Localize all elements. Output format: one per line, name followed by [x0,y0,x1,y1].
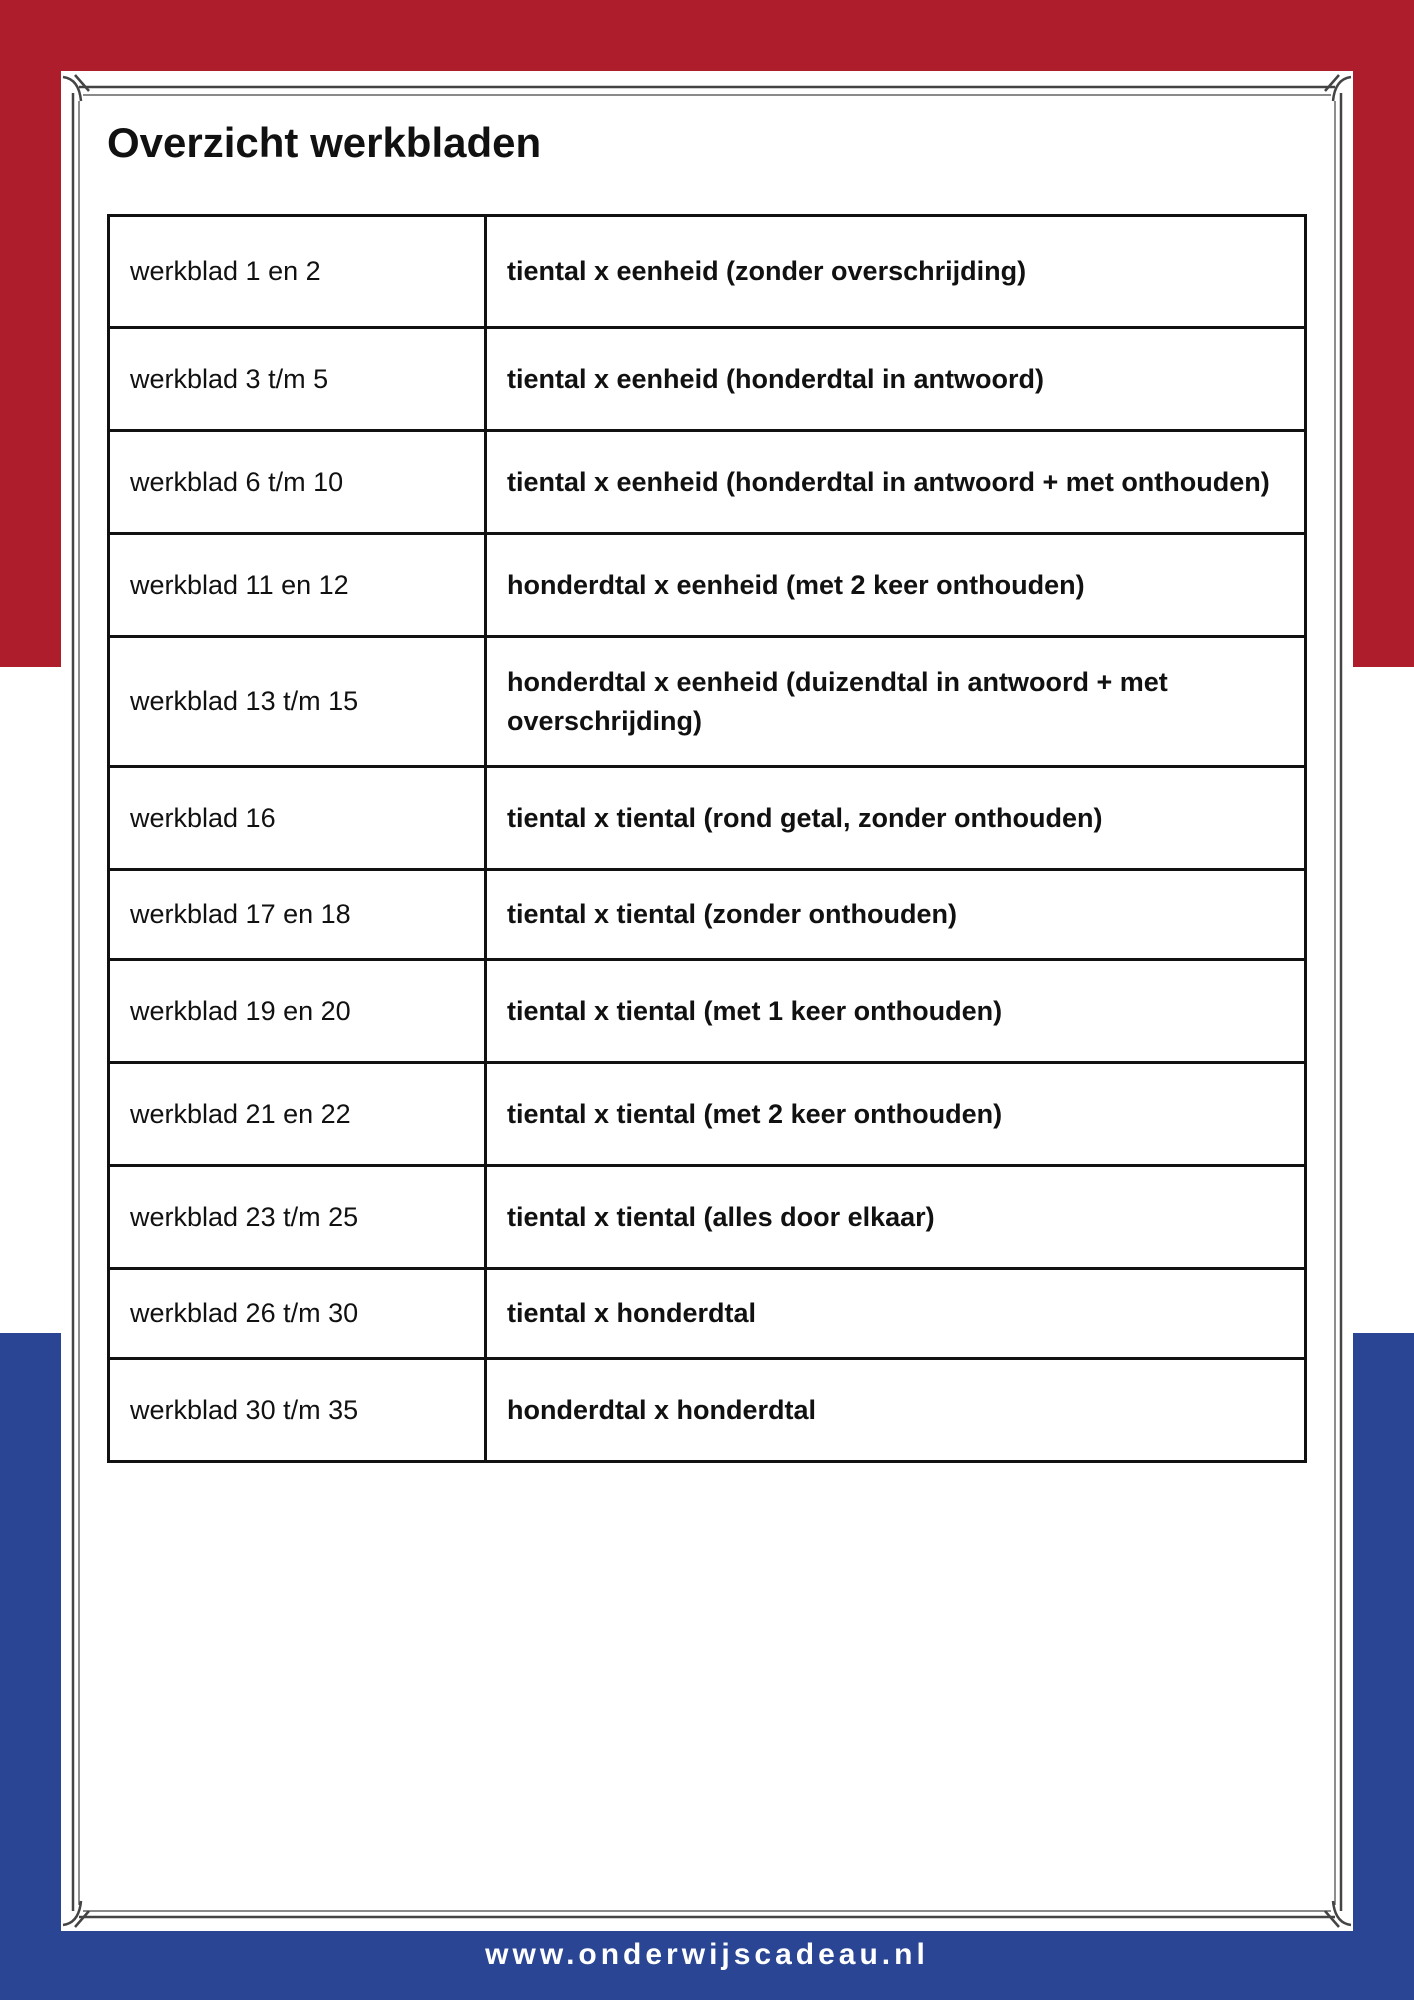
sheet-range-cell: werkblad 23 t/m 25 [109,1166,486,1269]
table-row [109,328,1306,431]
topic-cell: tiental x tiental (met 2 keer onthouden) [486,1063,1306,1166]
table-row [109,637,1306,767]
table-row [109,870,1306,960]
sheet-range-cell: werkblad 21 en 22 [109,1063,486,1166]
table-row [109,216,1306,328]
table-row [109,1269,1306,1359]
topic-cell: tiental x eenheid (honderdtal in antwoord) [486,328,1306,431]
table-row [109,960,1306,1063]
sheet-range-cell: werkblad 30 t/m 35 [109,1359,486,1462]
table-row [109,1166,1306,1269]
sheet-range-cell: werkblad 1 en 2 [109,216,486,328]
worksheet-overview-table [107,214,1307,1463]
sheet-range-cell: werkblad 16 [109,767,486,870]
table-row [109,1063,1306,1166]
sheet-range-cell: werkblad 17 en 18 [109,870,486,960]
topic-cell: honderdtal x eenheid (duizendtal in antwoord + met overschrijding) [486,637,1306,767]
sheet-range-cell: werkblad 19 en 20 [109,960,486,1063]
topic-cell: tiental x tiental (met 1 keer onthouden) [486,960,1306,1063]
topic-cell: tiental x tiental (alles door elkaar) [486,1166,1306,1269]
table-row [109,431,1306,534]
topic-cell: tiental x eenheid (zonder overschrijding) [486,216,1306,328]
sheet-range-cell: werkblad 13 t/m 15 [109,637,486,767]
topic-cell: tiental x tiental (rond getal, zonder onthouden) [486,767,1306,870]
topic-cell: tiental x eenheid (honderdtal in antwoord + met onthouden) [486,431,1306,534]
table-row [109,1359,1306,1462]
sheet-range-cell: werkblad 11 en 12 [109,534,486,637]
worksheet-page [61,71,1353,1931]
table-row [109,767,1306,870]
topic-cell: honderdtal x eenheid (met 2 keer onthouden) [486,534,1306,637]
footer-website-link[interactable]: www.onderwijscadeau.nl [485,1938,929,1971]
sheet-range-cell: werkblad 26 t/m 30 [109,1269,486,1359]
topic-cell: tiental x tiental (zonder onthouden) [486,870,1306,960]
topic-cell: honderdtal x honderdtal [486,1359,1306,1462]
topic-cell: tiental x honderdtal [486,1269,1306,1359]
sheet-range-cell: werkblad 3 t/m 5 [109,328,486,431]
table-row [109,534,1306,637]
page-title: Overzicht werkbladen [107,119,542,166]
sheet-range-cell: werkblad 6 t/m 10 [109,431,486,534]
